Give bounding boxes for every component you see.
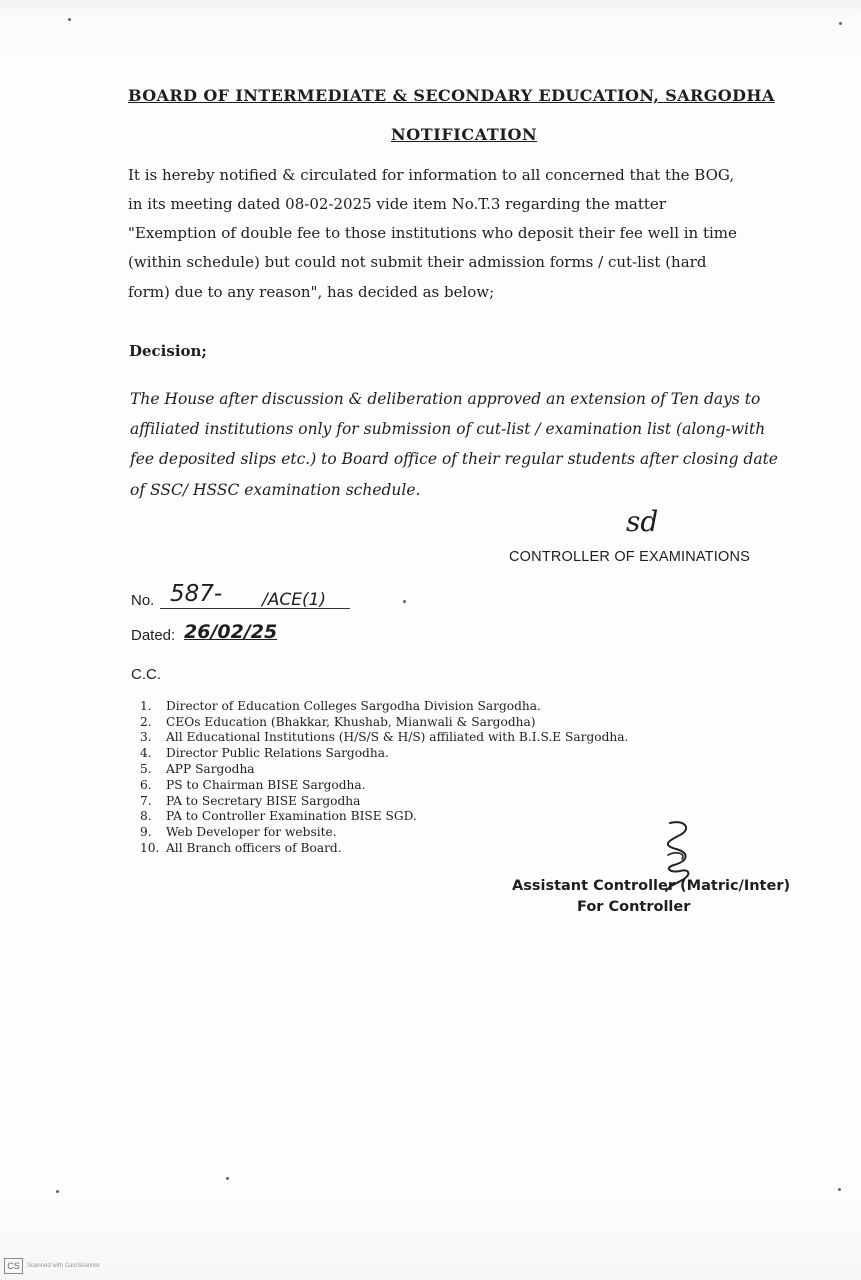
- scan-speck: [838, 1188, 841, 1191]
- cc-label: C.C.: [131, 666, 161, 683]
- intro-line: in its meeting dated 08-02-2025 vide item No.T.3 regarding the matter: [128, 195, 666, 213]
- intro-line: It is hereby notified & circulated for information to all concerned that the BOG,: [128, 166, 735, 184]
- list-item-number: 10.: [140, 841, 160, 856]
- list-item-text: All Branch officers of Board.: [166, 841, 342, 856]
- list-item-number: 6.: [140, 777, 152, 792]
- scan-speck: [403, 600, 406, 603]
- for-controller-label: For Controller: [577, 899, 691, 915]
- cc-distribution-list: [140, 698, 628, 856]
- list-item: [140, 824, 628, 840]
- list-item: [140, 698, 628, 714]
- list-item: [140, 793, 628, 809]
- list-item-text: Director Public Relations Sargodha.: [166, 746, 389, 761]
- list-item-number: 9.: [140, 825, 152, 840]
- scanner-watermark: [4, 1258, 100, 1274]
- list-item-number: 2.: [140, 714, 152, 729]
- list-item: [140, 730, 628, 746]
- decision-line: The House after discussion & deliberation approved an extension of Ten days to: [130, 390, 761, 408]
- list-item-text: APP Sargodha: [166, 762, 255, 777]
- decision-title: Decision;: [129, 342, 207, 360]
- dated-value: 26/02/25: [184, 621, 278, 643]
- reference-number-suffix: /ACE(1): [262, 590, 327, 610]
- list-item: [140, 777, 628, 793]
- list-item-number: 1.: [140, 698, 152, 713]
- reference-number-value: 587-: [170, 581, 223, 607]
- scanner-watermark-text: Scanned with CamScanner: [27, 1263, 100, 1269]
- list-item-text: PA to Controller Examination BISE SGD.: [166, 809, 417, 824]
- scan-speck: [226, 1177, 229, 1180]
- list-item: [140, 809, 628, 825]
- signatory-title: CONTROLLER OF EXAMINATIONS: [509, 549, 750, 565]
- list-item-number: 4.: [140, 746, 152, 761]
- list-item: [140, 761, 628, 777]
- list-item-number: 3.: [140, 730, 152, 745]
- dated-label: Dated:: [131, 627, 176, 644]
- scan-speck: [56, 1190, 59, 1193]
- camscanner-logo-icon: CS: [4, 1258, 23, 1274]
- list-item-text: PS to Chairman BISE Sargodha.: [166, 777, 366, 792]
- list-item: [140, 714, 628, 730]
- signature-sd: sd: [626, 505, 659, 538]
- intro-line: (within schedule) but could not submit their admission forms / cut-list (hard: [128, 253, 707, 271]
- list-item-text: PA to Secretary BISE Sargodha: [166, 793, 361, 808]
- reference-number-label: No.: [131, 592, 155, 609]
- intro-line: "Exemption of double fee to those institutions who deposit their fee well in time: [128, 224, 737, 242]
- decision-line: of SSC/ HSSC examination schedule.: [130, 481, 421, 499]
- list-item-number: 8.: [140, 809, 152, 824]
- intro-line: form) due to any reason", has decided as below;: [128, 283, 495, 301]
- list-item-text: All Educational Institutions (H/S/S & H/S) affiliated with B.I.S.E Sargodha.: [166, 730, 629, 745]
- decision-line: affiliated institutions only for submission of cut-list / examination list (along-with: [130, 420, 766, 438]
- scan-speck: [68, 18, 71, 21]
- notification-title: NOTIFICATION: [391, 125, 538, 144]
- list-item-text: Director of Education Colleges Sargodha Division Sargodha.: [166, 698, 541, 713]
- board-heading: BOARD OF INTERMEDIATE & SECONDARY EDUCATION, SARGODHA: [128, 86, 775, 105]
- list-item: [140, 840, 628, 856]
- decision-line: fee deposited slips etc.) to Board office of their regular students after closing date: [130, 450, 778, 468]
- scan-speck: [839, 22, 842, 25]
- assistant-controller-title: Assistant Controller (Matric/Inter): [512, 878, 791, 894]
- list-item-number: 5.: [140, 762, 152, 777]
- list-item-number: 7.: [140, 793, 152, 808]
- list-item-text: CEOs Education (Bhakkar, Khushab, Mianwali & Sargodha): [166, 714, 536, 729]
- list-item-text: Web Developer for website.: [166, 825, 337, 840]
- list-item: [140, 745, 628, 761]
